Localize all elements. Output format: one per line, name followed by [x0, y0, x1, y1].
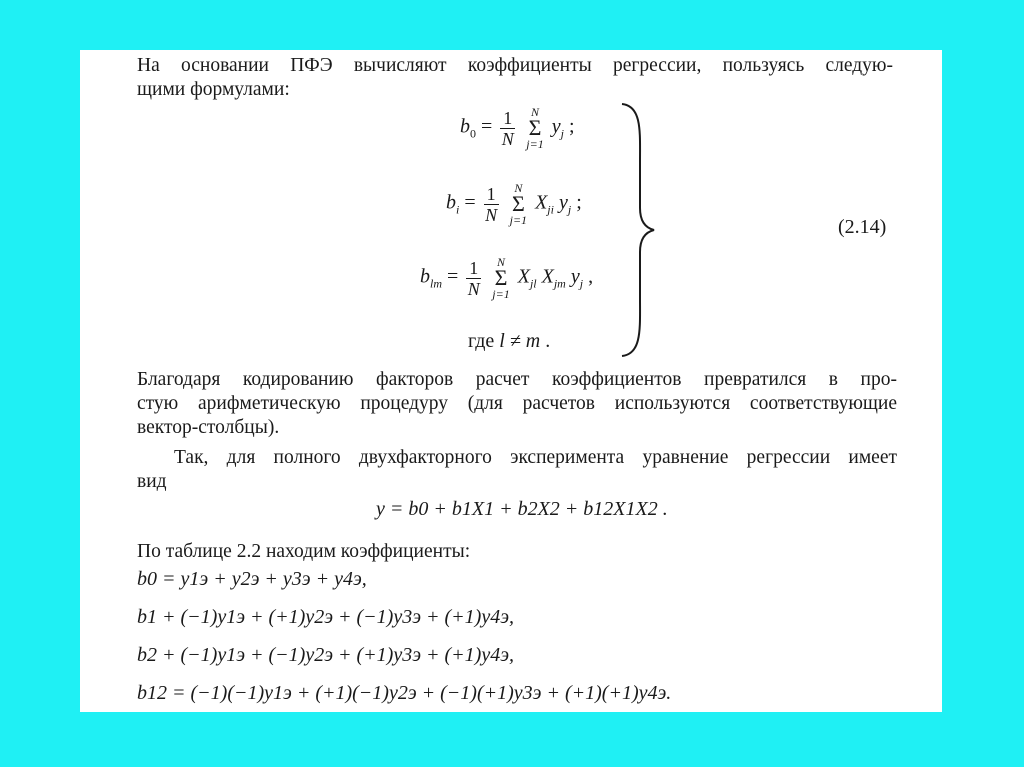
- coefficient-b12: b12 = (−1)(−1)y1э + (+1)(−1)y2э + (−1)(+1)y3э + (+1)(+1)y4э.: [137, 682, 672, 704]
- equation-number: (2.14): [838, 216, 887, 238]
- paragraph-2-line-3: вектор-столбцы).: [137, 417, 280, 438]
- formula-bi: $b_i$ = $\frac{1}{N}$ N Σ j=1 $X_{ji}$ $y_j$ ;: [446, 181, 582, 227]
- coefficient-b1: b1 + (−1)y1э + (+1)y2э + (−1)y3э + (+1)y4э,: [137, 606, 515, 628]
- coefficient-b0: b0 = y1э + y2э + y3э + y4э,: [137, 568, 367, 590]
- document-page: [80, 50, 942, 712]
- formula-blm: $b_{lm}$ = $\frac{1}{N}$ N Σ j=1 $X_{jl}$ $X_{jm}$ $y_j$ ,: [420, 255, 594, 301]
- coefficient-b2: b2 + (−1)y1э + (−1)y2э + (+1)y3э + (+1)y4э,: [137, 644, 515, 666]
- paragraph-2-line-1: Благодаря кодированию факторов расчет коэффициентов превратился в про-: [137, 369, 897, 390]
- paragraph-2-line-2: стую арифметическую процедуру (для расчетов используются соответствующие: [137, 393, 897, 414]
- table-reference-line: По таблице 2.2 находим коэффициенты:: [137, 541, 471, 562]
- paragraph-3-line-1: Так, для полного двухфакторного эксперимента уравнение регрессии имеет: [174, 447, 897, 468]
- paragraph-3-line-2: вид: [137, 471, 167, 492]
- paragraph-1-line-2: щими формулами:: [137, 79, 290, 100]
- curly-brace-icon: [618, 102, 658, 358]
- formula-b0: $b_0$ = $\frac{1}{N}$ N Σ j=1 $y_j$ ;: [460, 105, 575, 151]
- regression-equation: y = b0 + b1X1 + b2X2 + b12X1X2 .: [376, 498, 668, 520]
- formula-condition: где l ≠ m .: [468, 330, 551, 352]
- paragraph-1-line-1: На основании ПФЭ вычисляют коэффициенты регрессии, пользуясь следую-: [137, 55, 893, 76]
